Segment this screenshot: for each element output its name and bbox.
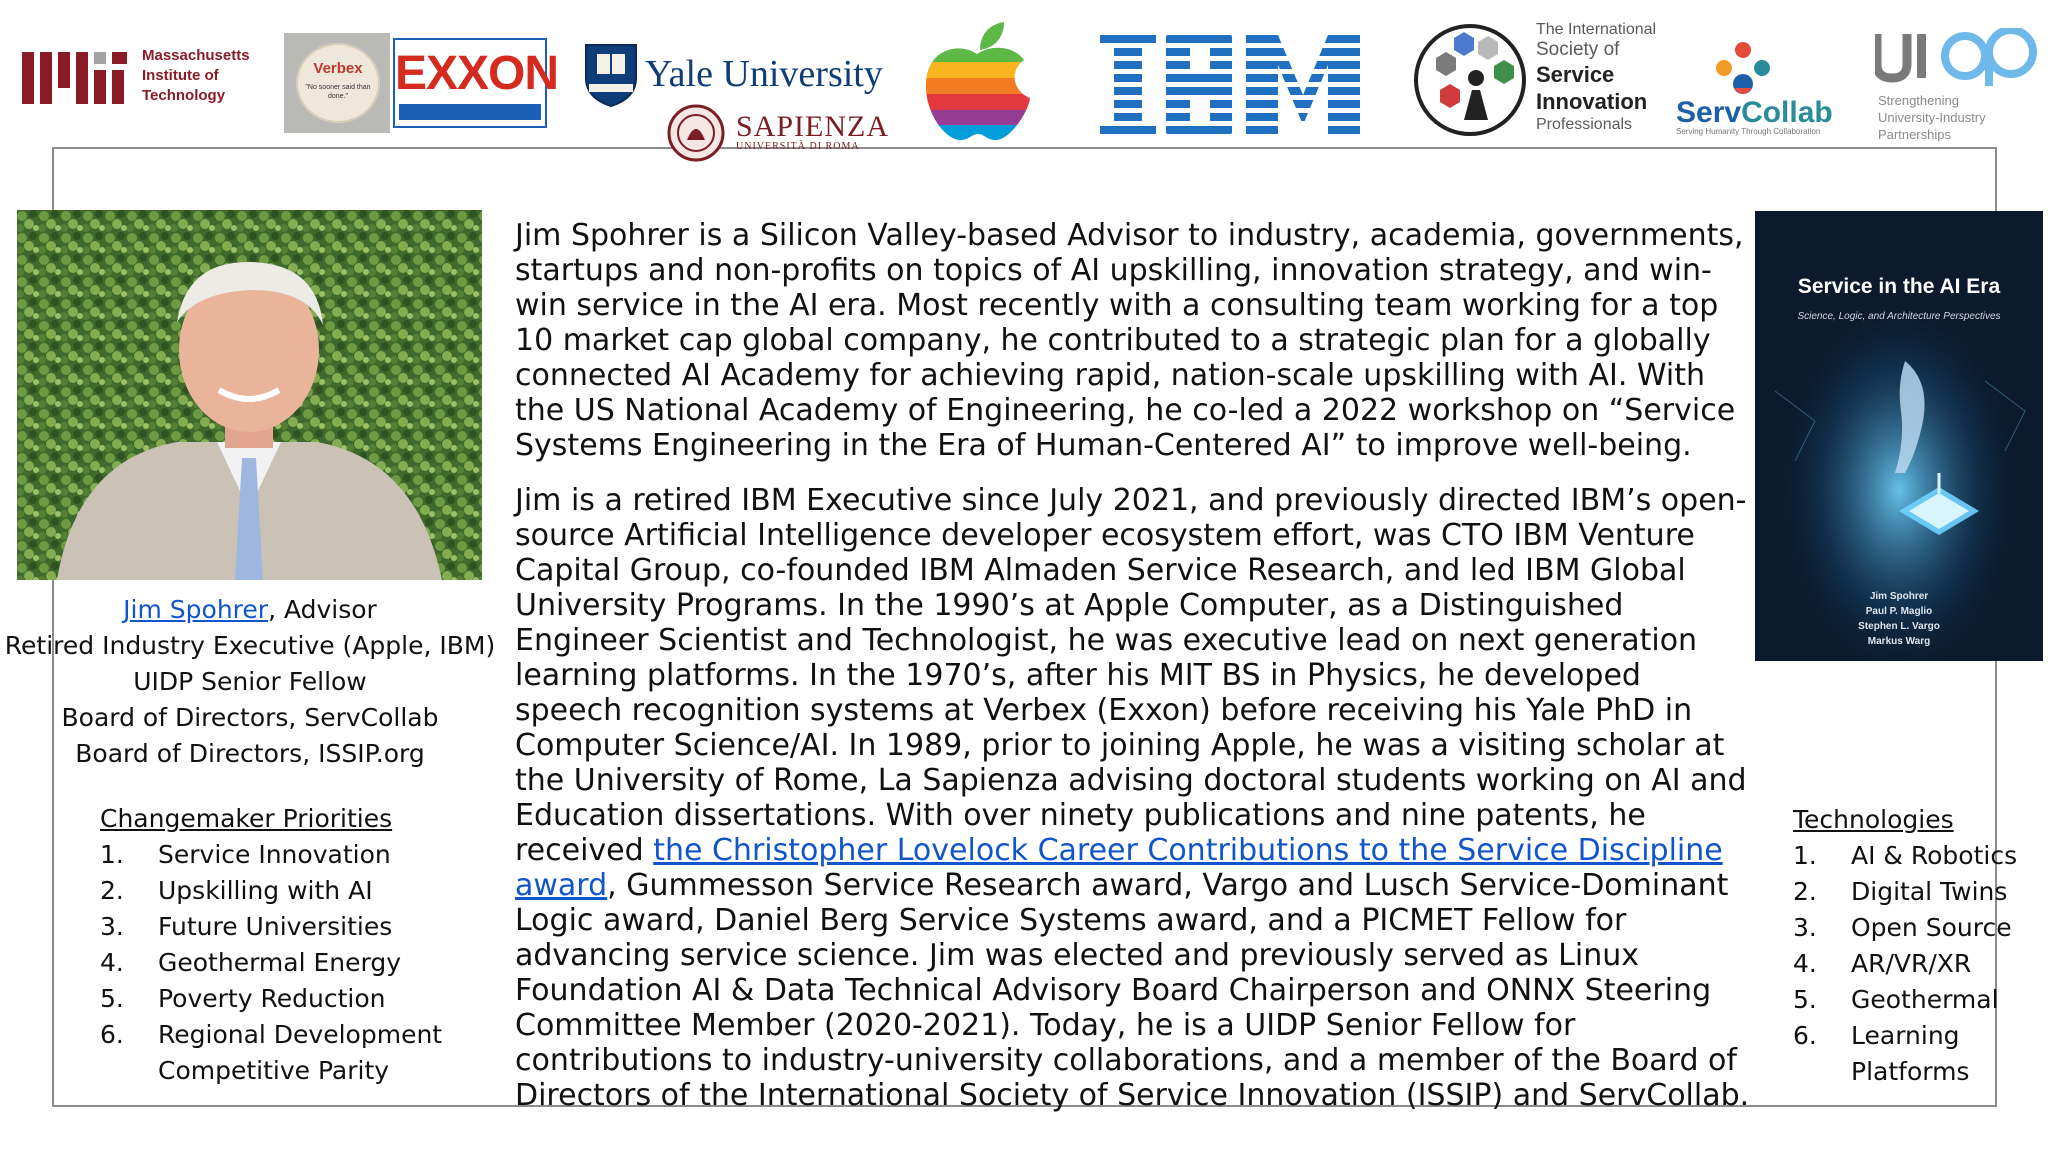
profile-photo	[17, 210, 482, 580]
yale-shield-icon	[583, 42, 639, 108]
technology-number: 5.	[1793, 985, 1817, 1014]
sapienza-logo-text: SAPIENZA	[736, 110, 890, 143]
bio-text	[515, 218, 1755, 1113]
priority-item	[100, 909, 480, 945]
book-author: Jim Spohrer	[1869, 591, 1929, 602]
priority-number: 2.	[100, 876, 124, 905]
profile-name-line	[0, 592, 500, 628]
servcollab-tagline: Serving Humanity Through Collaboration	[1676, 127, 1821, 136]
priority-item	[100, 981, 480, 1017]
technology-item	[1793, 946, 2043, 982]
bio-paragraph-1: Jim Spohrer is a Silicon Valley-based Advisor to industry, academia, governments, startups and non-profits on topics of AI upskilling, innovation strategy, and win-win service in the AI era. Most recently with a consulting team working for a top 10 market cap global company, he contributed to a strategic plan for a globally connected AI Academy for achieving rapid, nation-scale upskilling with AI. With the US National Academy of Engineering, he co-led a 2022 workshop on “Service Systems Engineering in the Era of Human-Centered AI” to improve well-being.	[515, 218, 1744, 463]
priorities-list	[100, 801, 480, 1089]
issip-line-2: Society of	[1536, 39, 1620, 60]
profile-title: , Advisor	[268, 595, 377, 624]
verbex-logo	[284, 33, 390, 133]
uidp-tagline: Strengthening University-Industry Partnerships	[1878, 93, 1986, 142]
book-author: Markus Warg	[1867, 636, 1931, 647]
verbex-disc-icon	[296, 43, 380, 123]
book-author: Paul P. Maglio	[1865, 606, 1933, 617]
priority-text: Service Innovation	[158, 840, 391, 869]
exxon-blue-bar	[399, 104, 541, 120]
technology-item	[1793, 1018, 2043, 1090]
frame-top-line	[52, 147, 1997, 149]
servcollab-name-serv: Serv	[1676, 96, 1742, 129]
technology-number: 4.	[1793, 949, 1817, 978]
priority-item	[100, 1017, 480, 1089]
technologies-list	[1793, 802, 2043, 1090]
priority-number: 6.	[100, 1020, 124, 1049]
priority-item	[100, 837, 480, 873]
servcollab-logo-icon	[1712, 40, 1774, 102]
technology-item	[1793, 982, 2043, 1018]
apple-logo-icon	[920, 20, 1035, 144]
technology-item	[1793, 874, 2043, 910]
profile-role: Board of Directors, ServCollab	[61, 703, 439, 732]
priority-item	[100, 945, 480, 981]
priorities-heading: Changemaker Priorities	[100, 804, 393, 833]
lovelock-award-link[interactable]: the Christopher Lovelock Career Contributions to the Service Discipline award	[515, 833, 1723, 903]
exxon-logo-text: EXXON	[395, 47, 559, 100]
profile-role: Board of Directors, ISSIP.org	[75, 739, 425, 768]
yale-logo-text: Yale University	[645, 53, 883, 95]
priority-text: Regional Development Competitive Parity	[158, 1020, 443, 1085]
priority-text: Geothermal Energy	[158, 948, 402, 977]
profile-photo-image	[17, 210, 482, 580]
ibm-logo-icon	[1100, 35, 1360, 140]
verbex-tagline: "No sooner said than done."	[305, 84, 371, 100]
technology-text: Learning Platforms	[1851, 1021, 1970, 1086]
mit-logo-icon	[22, 52, 127, 104]
priority-item	[100, 873, 480, 909]
issip-line-5: Professionals	[1536, 116, 1633, 133]
book-subtitle: Science, Logic, and Architecture Perspectives	[1797, 311, 2001, 322]
technologies-heading: Technologies	[1793, 805, 1954, 834]
sapienza-seal-icon	[667, 104, 725, 162]
technology-text: Open Source	[1851, 913, 2012, 942]
technology-text: AR/VR/XR	[1851, 949, 1972, 978]
priority-number: 1.	[100, 840, 124, 869]
uidp-logo-icon	[1875, 28, 2043, 90]
book-author: Stephen L. Vargo	[1858, 621, 1940, 632]
exxon-logo	[393, 38, 559, 128]
priority-number: 4.	[100, 948, 124, 977]
technology-item	[1793, 838, 2043, 874]
priority-text: Future Universities	[158, 912, 393, 941]
technology-number: 6.	[1793, 1021, 1817, 1050]
priority-number: 5.	[100, 984, 124, 1013]
technology-text: Digital Twins	[1851, 877, 2008, 906]
sapienza-subtitle: UNIVERSITÀ DI ROMA	[736, 141, 860, 152]
issip-line-3: Service	[1536, 62, 1615, 87]
technology-number: 3.	[1793, 913, 1817, 942]
issip-logo-icon	[1410, 20, 1536, 138]
technology-text: AI & Robotics	[1851, 841, 2018, 870]
servcollab-logo-text	[1676, 96, 1833, 130]
bio-paragraph-2-start: Jim is a retired IBM Executive since July 2021, and previously directed IBM’s open-source Artificial Intelligence developer ecosystem effort, was CTO IBM Venture Capital Group, co-founded IBM Almaden Service Research, and led IBM Global University Programs. In the 1990’s at Apple Computer, as a Distinguished Engineer Scientist and Technologist, he was executive lead on next generation learning platforms. In the 1970’s, after his MIT BS in Physics, he developed speech recognition systems at Verbex (Exxon) before receiving his Yale PhD in Computer Science/AI. In 1989, prior to joining Apple, he was a visiting scholar at the University of Rome, La Sapienza advising doctoral students working on AI and Education dissertations. With over ninety publications and nine patents, he received	[515, 483, 1747, 868]
bio-paragraph-2-end: , Gummesson Service Research award, Vargo and Lusch Service-Dominant Logic award, Daniel Berg Service Systems award, and a PICMET Fellow for advancing service science. Jim was elected and previously served as Linux Foundation AI & Data Technical Advisory Board Chairperson and ONNX Steering Committee Member (2020-2021). Today, he is a UIDP Senior Fellow for contributions to industry-university collaborations, and a member of the Board of Directors of the International Society of Service Innovation (ISSIP) and ServCollab.	[515, 868, 1750, 1113]
book-cover	[1755, 211, 2043, 661]
book-authors	[1755, 589, 2043, 649]
profile-role: UIDP Senior Fellow	[133, 667, 367, 696]
mit-logo-text: Massachusetts Institute of Technology	[142, 47, 250, 104]
priority-text: Upskilling with AI	[158, 876, 373, 905]
verbex-logo-text: Verbex	[313, 60, 363, 77]
technology-number: 1.	[1793, 841, 1817, 870]
servcollab-name-collab: Collab	[1741, 96, 1833, 129]
issip-logo-text	[1536, 20, 1656, 134]
priority-number: 3.	[100, 912, 124, 941]
book-title: Service in the AI Era	[1797, 275, 2001, 298]
technology-number: 2.	[1793, 877, 1817, 906]
profile-caption	[0, 592, 500, 772]
bio-paragraph-2	[515, 483, 1755, 1113]
technology-item	[1793, 910, 2043, 946]
profile-name-link[interactable]: Jim Spohrer	[123, 595, 269, 624]
issip-line-4: Innovation	[1536, 89, 1648, 114]
technology-text: Geothermal	[1851, 985, 1999, 1014]
issip-line-1: The International	[1536, 21, 1657, 38]
priority-text: Poverty Reduction	[158, 984, 386, 1013]
profile-role: Retired Industry Executive (Apple, IBM)	[4, 631, 496, 660]
